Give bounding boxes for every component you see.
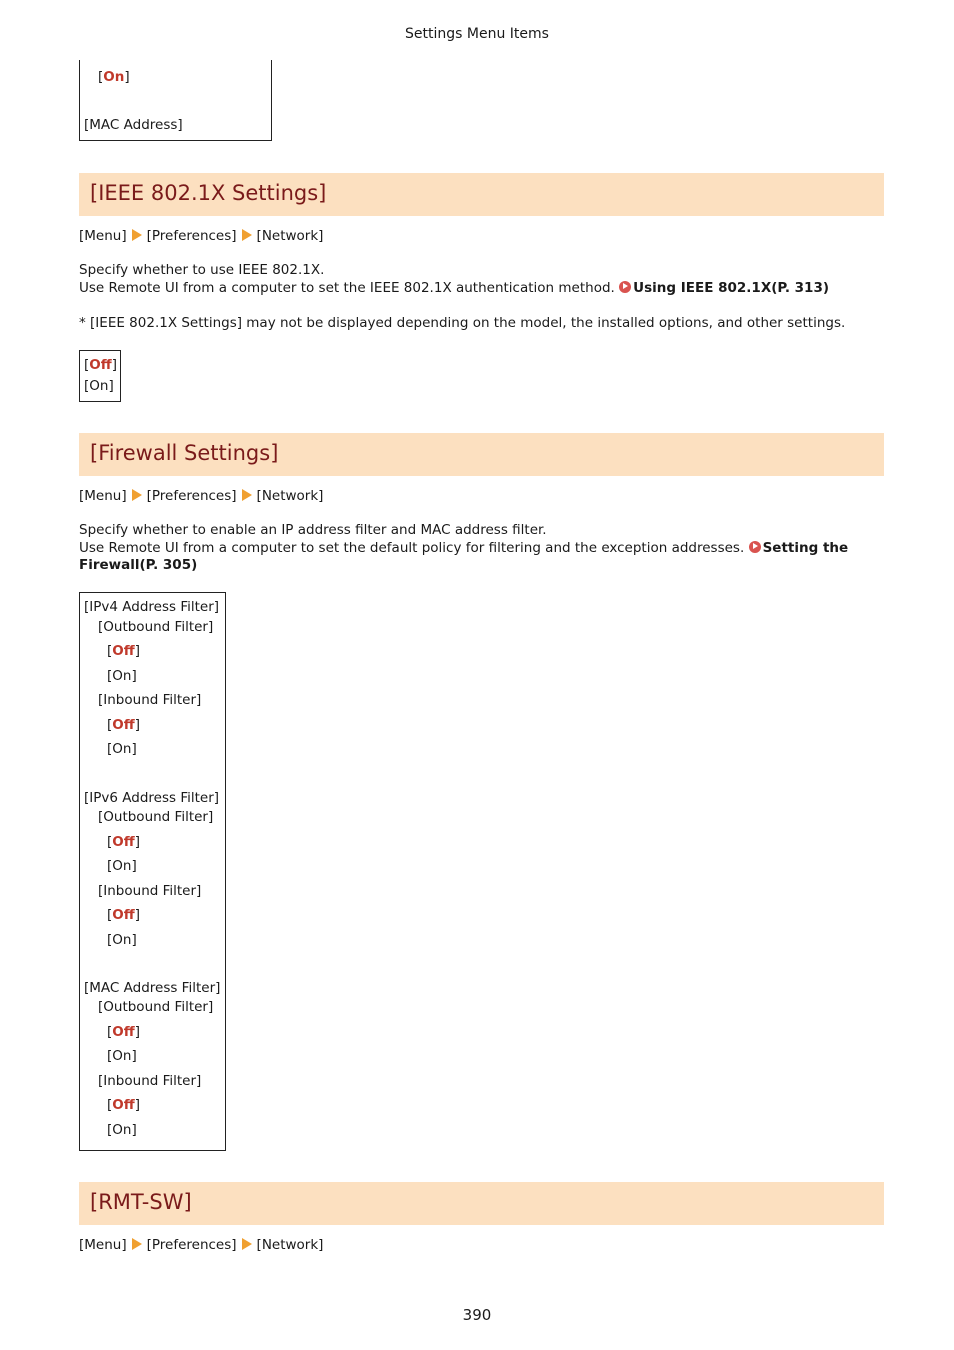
arrow-right-icon	[242, 489, 252, 501]
ipv6-address-filter: [IPv6 Address Filter]	[84, 790, 220, 806]
option-off-default: [Off]	[107, 717, 140, 733]
section-rmtsw-header	[79, 1182, 884, 1225]
option-off-default: [Off]	[107, 834, 140, 850]
option-off-default: [Off]	[84, 357, 117, 373]
ieee-description: Specify whether to use IEEE 802.1X. Use Remote UI from a computer to set the IEEE 802.1X authentication method. Using IEEE 802.1X(P. 313)	[79, 262, 884, 297]
option-on: [On]	[84, 378, 114, 394]
option-off-default: [Off]	[107, 907, 140, 923]
ieee-options-box	[79, 350, 121, 402]
option-on: [On]	[107, 932, 137, 948]
breadcrumb: [Menu] [Preferences] [Network]	[79, 1237, 324, 1253]
link-arrow-icon	[749, 541, 761, 553]
arrow-right-icon	[242, 1238, 252, 1250]
section-title: [IEEE 802.1X Settings]	[90, 181, 327, 205]
firewall-description: Specify whether to enable an IP address filter and MAC address filter. Use Remote UI from a computer to set the default policy for filtering and the exception addresses. Setting the Firewall(P. 305)	[79, 522, 884, 575]
option-off-default: [Off]	[107, 1024, 140, 1040]
arrow-right-icon	[242, 229, 252, 241]
arrow-right-icon	[132, 1238, 142, 1250]
outbound-filter: [Outbound Filter]	[98, 619, 214, 635]
mac-address-options-box	[79, 60, 272, 141]
inbound-filter: [Inbound Filter]	[98, 1073, 202, 1089]
firewall-description-line2: Use Remote UI from a computer to set the default policy for filtering and the exception addresses. Setting the	[79, 539, 849, 556]
option-on: [On]	[107, 858, 137, 874]
option-off-default: [Off]	[107, 1097, 140, 1113]
section-title: [RMT-SW]	[90, 1190, 192, 1214]
breadcrumb: [Menu] [Preferences] [Network]	[79, 488, 324, 504]
option-on: [On]	[107, 741, 137, 757]
section-firewall-header	[79, 433, 884, 476]
option-on-default: [On]	[98, 69, 130, 85]
arrow-right-icon	[132, 489, 142, 501]
link-using-ieee[interactable]: Using IEEE 802.1X(P. 313)	[633, 279, 830, 296]
breadcrumb: [Menu] [Preferences] [Network]	[79, 228, 324, 244]
ieee-note: * [IEEE 802.1X Settings] may not be displayed depending on the model, the installed options, and other settings.	[79, 315, 846, 331]
link-setting-firewall[interactable]: Setting the	[762, 539, 849, 556]
option-mac-address: [MAC Address]	[84, 117, 183, 133]
section-title: [Firewall Settings]	[90, 441, 279, 465]
option-on: [On]	[107, 1048, 137, 1064]
outbound-filter: [Outbound Filter]	[98, 809, 214, 825]
page-number: 390	[462, 1306, 492, 1324]
option-on: [On]	[107, 668, 137, 684]
ipv4-address-filter: [IPv4 Address Filter]	[84, 599, 220, 615]
link-arrow-icon	[619, 281, 631, 293]
inbound-filter: [Inbound Filter]	[98, 883, 202, 899]
running-header: Settings Menu Items	[405, 26, 549, 42]
inbound-filter: [Inbound Filter]	[98, 692, 202, 708]
option-off-default: [Off]	[107, 643, 140, 659]
arrow-right-icon	[132, 229, 142, 241]
option-on: [On]	[107, 1122, 137, 1138]
section-ieee-header	[79, 173, 884, 216]
link-setting-firewall-cont[interactable]: Firewall(P. 305)	[79, 557, 198, 573]
firewall-options-box	[79, 592, 226, 1151]
mac-address-filter: [MAC Address Filter]	[84, 980, 221, 996]
ieee-description-line2: Use Remote UI from a computer to set the IEEE 802.1X authentication method. Using IEEE 802.1X(P. 313)	[79, 279, 830, 296]
outbound-filter: [Outbound Filter]	[98, 999, 214, 1015]
